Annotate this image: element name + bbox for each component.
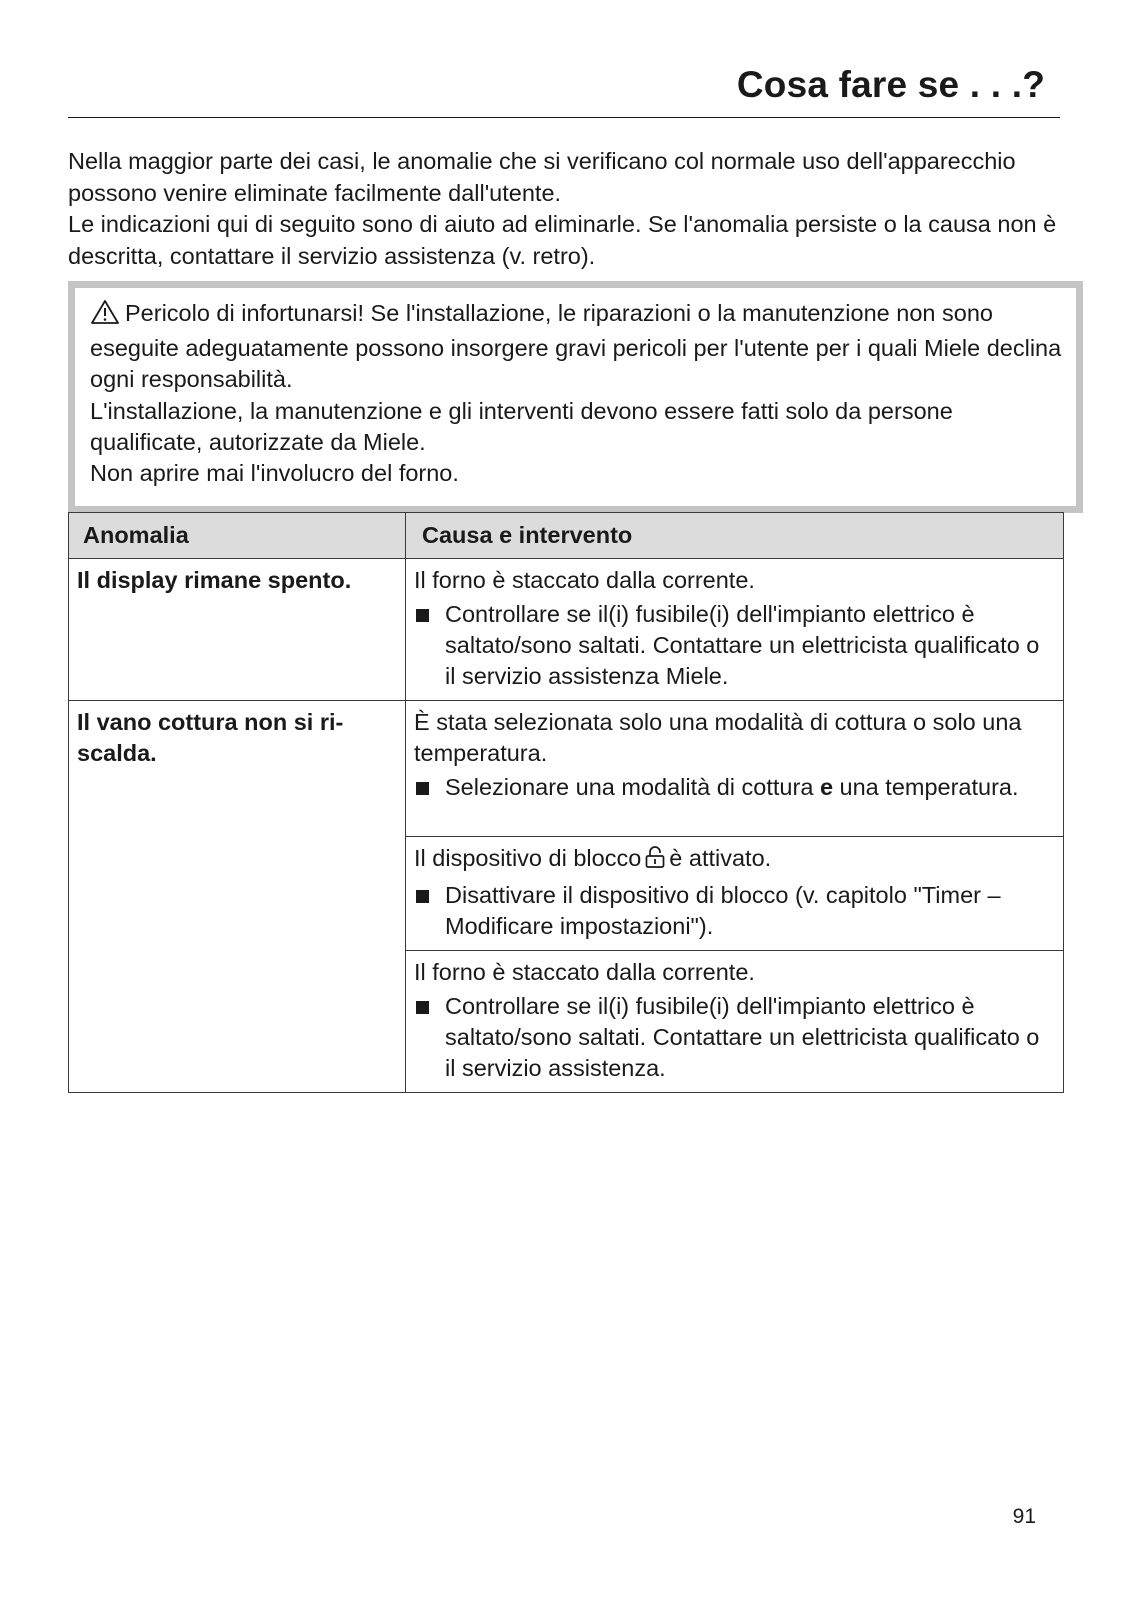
action-text (445, 772, 1055, 803)
cause-cell (406, 559, 1064, 701)
intro-paragraph: Nella maggior parte dei casi, le anomalie che si verificano col normale uso dell'apparecchio possono venire eliminate facilmente dall'utente. (68, 148, 1016, 206)
lock-icon (644, 845, 666, 877)
table-row (69, 559, 1064, 701)
action-text: Controllare se il(i) fusibile(i) dell'impianto elettrico è saltato/sono saltati. Contattare un elettricista qualificato o il servizio assistenza Miele. (445, 601, 1040, 689)
cause-cell (406, 951, 1064, 1093)
action-text-end: una temperatura. (839, 774, 1019, 800)
action-item (414, 880, 1055, 942)
page-title: Cosa fare se . . .? (736, 64, 1045, 105)
action-text-start: Selezionare una modalità di cottura (445, 774, 814, 800)
square-bullet-icon (416, 1001, 429, 1014)
safety-warning-box (68, 281, 1083, 513)
action-item (414, 991, 1055, 1084)
cause-cell (406, 701, 1064, 837)
cause-text: Il forno è staccato dalla corrente. (414, 567, 755, 593)
square-bullet-icon (416, 609, 429, 622)
troubleshooting-table (68, 512, 1064, 1093)
intro-text (68, 146, 1063, 272)
cause-text: Il forno è staccato dalla corrente. (414, 959, 755, 985)
warning-paragraph: L'installazione, la manutenzione e gli interventi devono essere fatti solo da persone qualificate, autorizzate da Miele. (90, 397, 953, 455)
cause-text-end: è attivato. (669, 845, 772, 871)
action-text: Controllare se il(i) fusibile(i) dell'impianto elettrico è saltato/sono saltati. Contattare un elettricista qualificato o il servizio assistenza. (445, 993, 1040, 1081)
title-divider (68, 117, 1060, 118)
square-bullet-icon (416, 890, 429, 903)
cause-cell (406, 837, 1064, 951)
column-header-cause: Causa e intervento (406, 513, 1064, 559)
warning-text: Pericolo di infortunarsi! Se l'installazione, le riparazioni o la manutenzione non sono eseguite adeguatamente possono insorgere gravi pericoli per l'utente per i quali Miele declina ogni responsabilità. (90, 300, 1062, 393)
action-text: Disattivare il dispositivo di blocco (v. capitolo "Timer – Modificare impostazioni"). (445, 882, 1001, 939)
fault-cell: Il vano cottura non si riscalda. (69, 701, 406, 1093)
intro-paragraph: Le indicazioni qui di seguito sono di aiuto ad eliminarle. Se l'anomalia persiste o la causa non è descritta, contattare il servizio assistenza (v. retro). (68, 211, 1057, 269)
warning-paragraph (90, 298, 1064, 396)
fault-cell: Il display rimane spento. (69, 559, 406, 701)
warning-paragraph: Non aprire mai l'involucro del forno. (90, 460, 459, 487)
cause-text (414, 843, 1055, 877)
warning-triangle-icon (90, 299, 120, 333)
page-number: 91 (1012, 1505, 1036, 1528)
cause-text: È stata selezionata solo una modalità di cottura o solo una temperatura. (414, 709, 1022, 766)
column-header-fault: Anomalia (69, 513, 406, 559)
action-emphasis: e (819, 774, 834, 800)
table-row (69, 701, 1064, 837)
table-header-row (69, 513, 1064, 559)
square-bullet-icon (416, 782, 429, 795)
action-item (414, 772, 1055, 803)
cause-text-start: Il dispositivo di blocco (414, 845, 642, 871)
action-item (414, 599, 1055, 692)
